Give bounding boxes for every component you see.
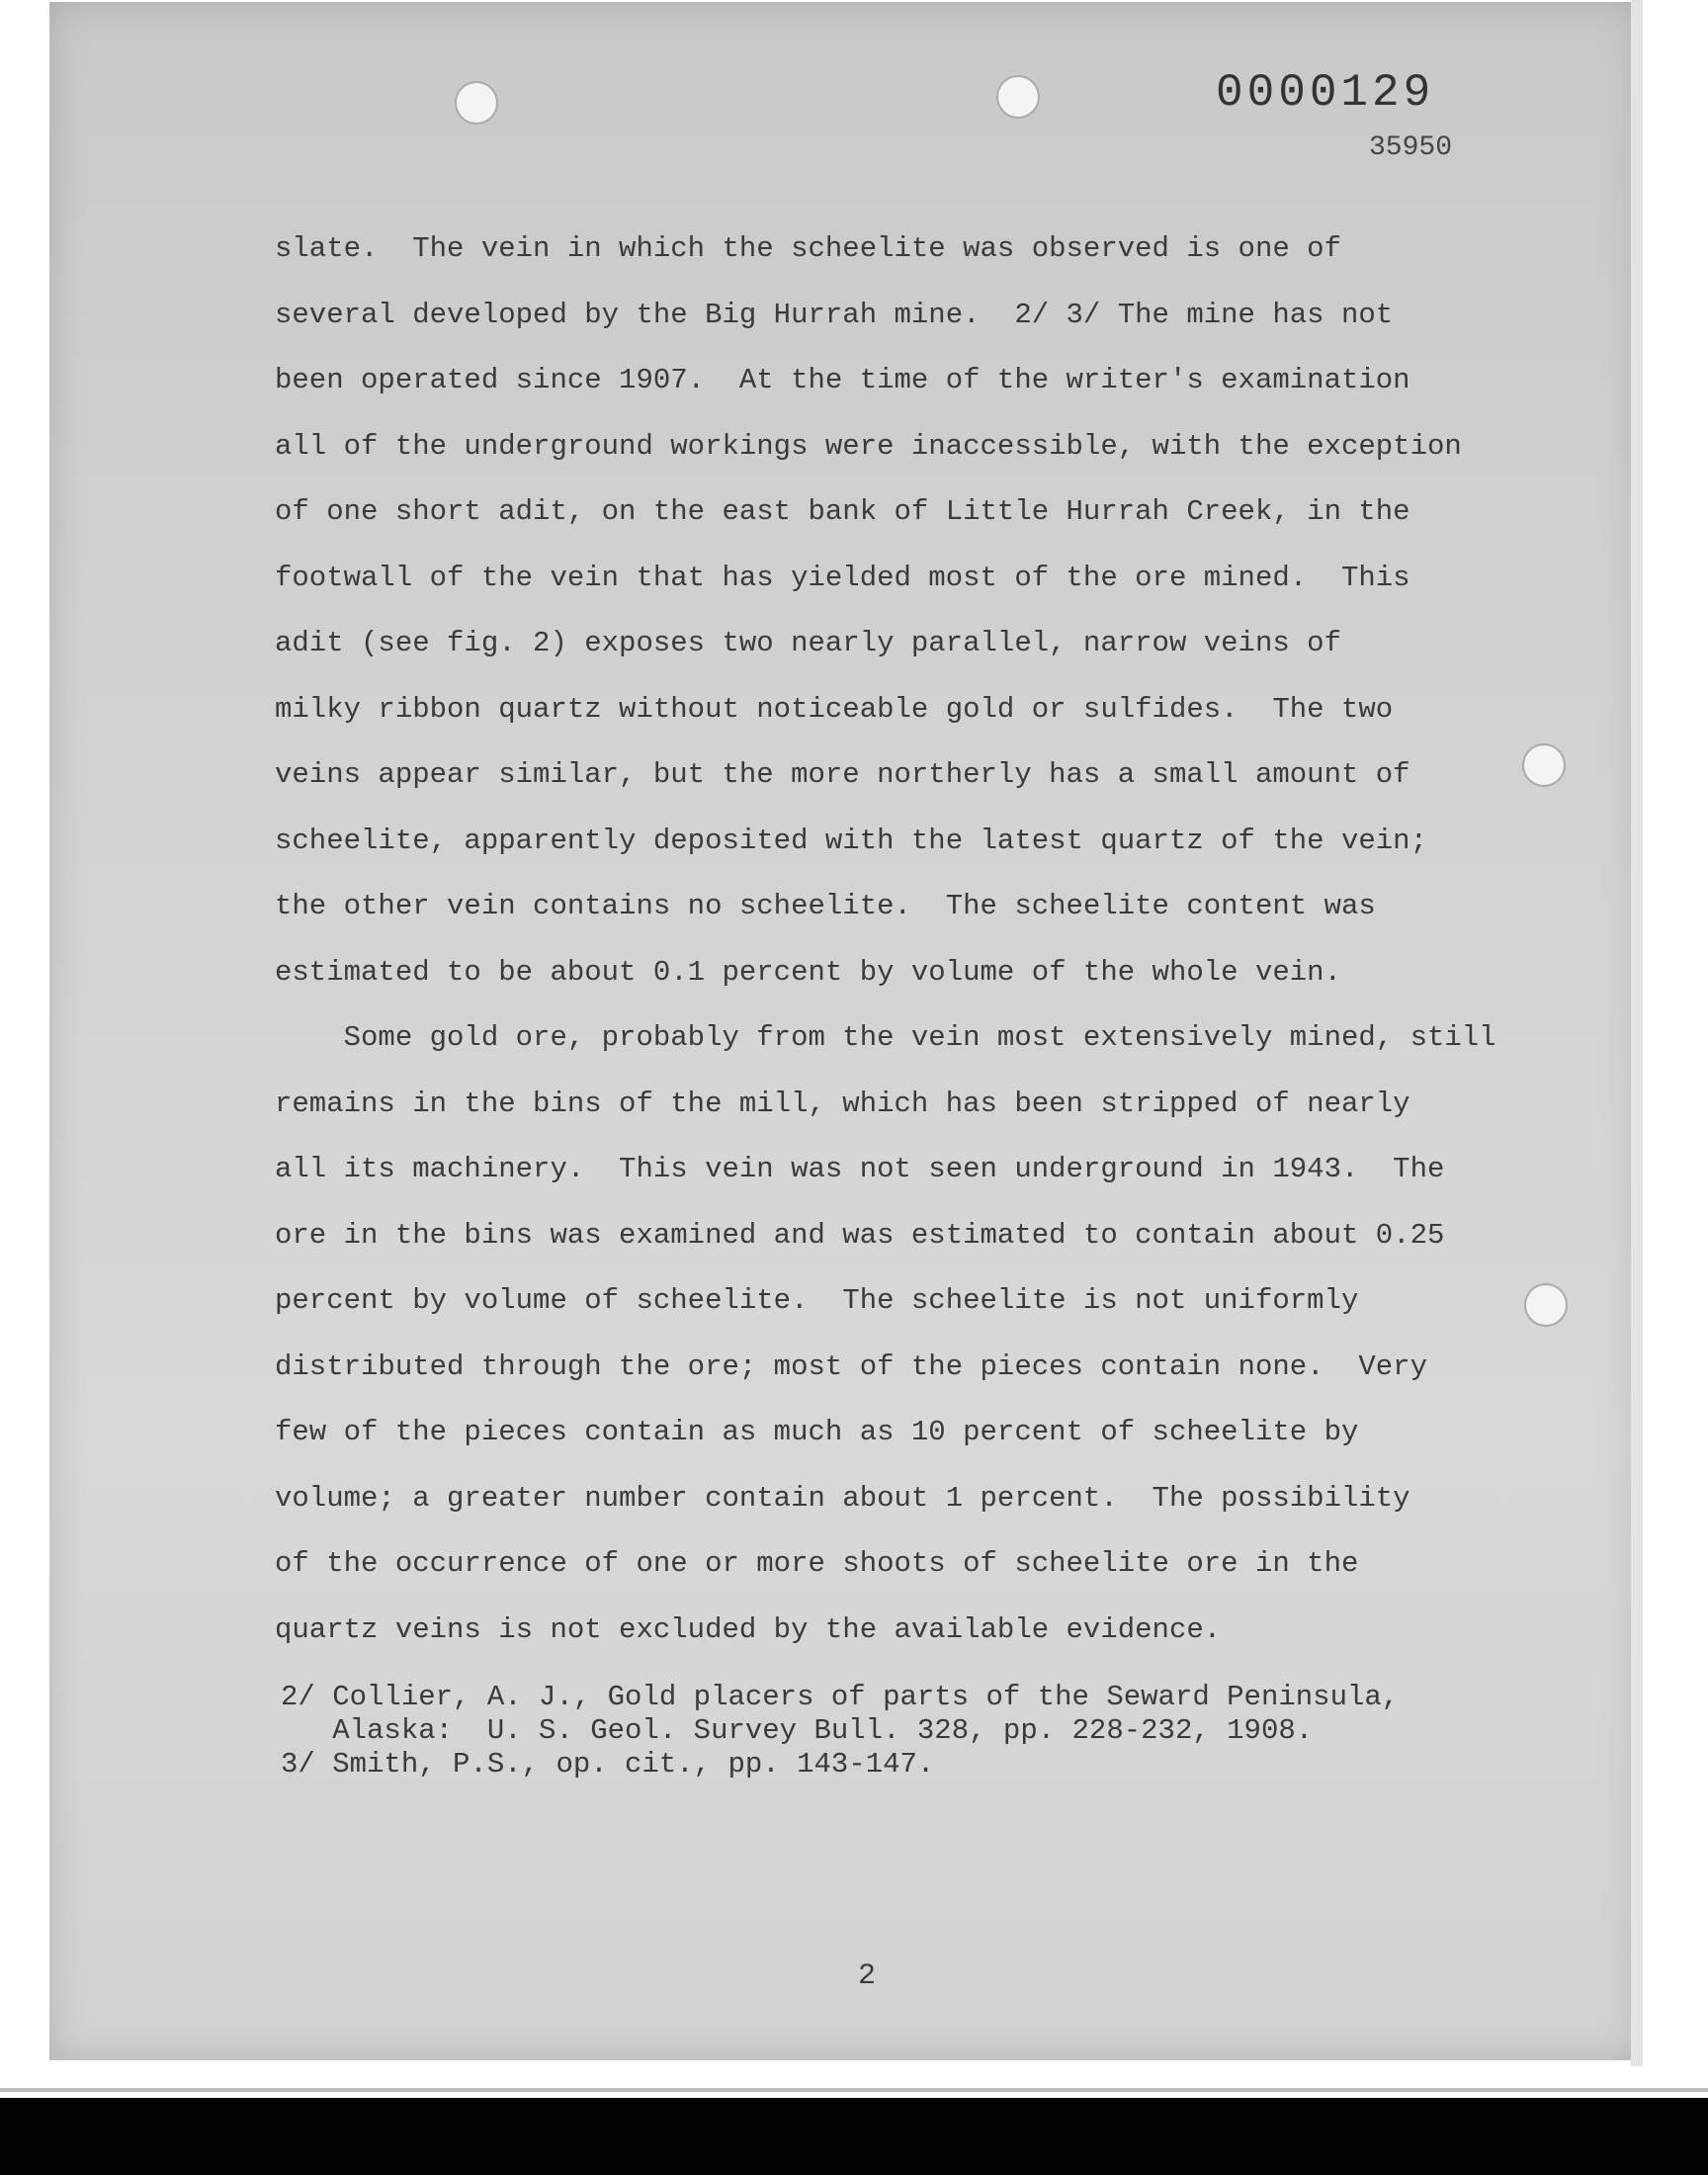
body-line: percent by volume of scheelite. The scheelite is not uniformly (275, 1284, 1359, 1317)
scan-divider (0, 2088, 1708, 2092)
body-line: veins appear similar, but the more northerly has a small amount of (275, 758, 1410, 791)
secondary-number: 35950 (1369, 132, 1453, 163)
document-number: 0000129 (1216, 67, 1435, 119)
body-line: volume; a greater number contain about 1 percent. The possibility (275, 1481, 1410, 1515)
body-line: ore in the bins was examined and was estimated to contain about 0.25 (275, 1218, 1445, 1252)
body-line: slate. The vein in which the scheelite was observed is one of (275, 232, 1341, 265)
body-line: few of the pieces contain as much as 10 percent of scheelite by (275, 1416, 1359, 1448)
footnote: Alaska: U. S. Geol. Survey Bull. 328, pp. 228-232, 1908. (281, 1714, 1314, 1747)
punch-hole-left (455, 81, 498, 125)
body-line: of one short adit, on the east bank of Little Hurrah Creek, in the (275, 495, 1410, 528)
body-line: all of the underground workings were inaccessible, with the exception (275, 429, 1462, 463)
footnote: 3/ Smith, P.S., op. cit., pp. 143-147. (281, 1748, 935, 1781)
body-line: quartz veins is not excluded by the available evidence. (275, 1612, 1222, 1646)
body-line: estimated to be about 0.1 percent by volume of the whole vein. (275, 955, 1341, 989)
scan-border (0, 2098, 1708, 2175)
body-text (275, 229, 1510, 1676)
body-line: scheelite, apparently deposited with the latest quartz of the vein; (275, 824, 1427, 857)
body-line: of the occurrence of one or more shoots of scheelite ore in the (275, 1547, 1359, 1580)
page-number: 2 (858, 1959, 877, 1993)
body-line: milky ribbon quartz without noticeable gold or sulfides. The two (275, 692, 1394, 726)
body-line: several developed by the Big Hurrah mine. 2/ 3/ The mine has not (275, 298, 1394, 331)
body-line: Some gold ore, probably from the vein most extensively mined, still (275, 1021, 1496, 1054)
body-line: remains in the bins of the mill, which has been stripped of nearly (275, 1087, 1410, 1120)
footnotes (281, 1681, 1516, 1782)
footnote: 2/ Collier, A. J., Gold placers of parts of the Seward Peninsula, (281, 1681, 1400, 1713)
body-line: the other vein contains no scheelite. The scheelite content was (275, 890, 1376, 922)
body-line: all its machinery. This vein was not seen underground in 1943. The (275, 1153, 1445, 1185)
page-edge (1631, 0, 1643, 2066)
body-line: adit (see fig. 2) exposes two nearly parallel, narrow veins of (275, 627, 1341, 659)
punch-hole-right-lower (1524, 1283, 1568, 1327)
body-line: distributed through the ore; most of the pieces contain none. Very (275, 1349, 1427, 1383)
punch-hole-right-upper (1522, 743, 1566, 787)
punch-hole-center (996, 75, 1040, 119)
body-line: footwall of the vein that has yielded most of the ore mined. This (275, 561, 1410, 594)
body-line: been operated since 1907. At the time of the writer's examination (275, 364, 1410, 396)
